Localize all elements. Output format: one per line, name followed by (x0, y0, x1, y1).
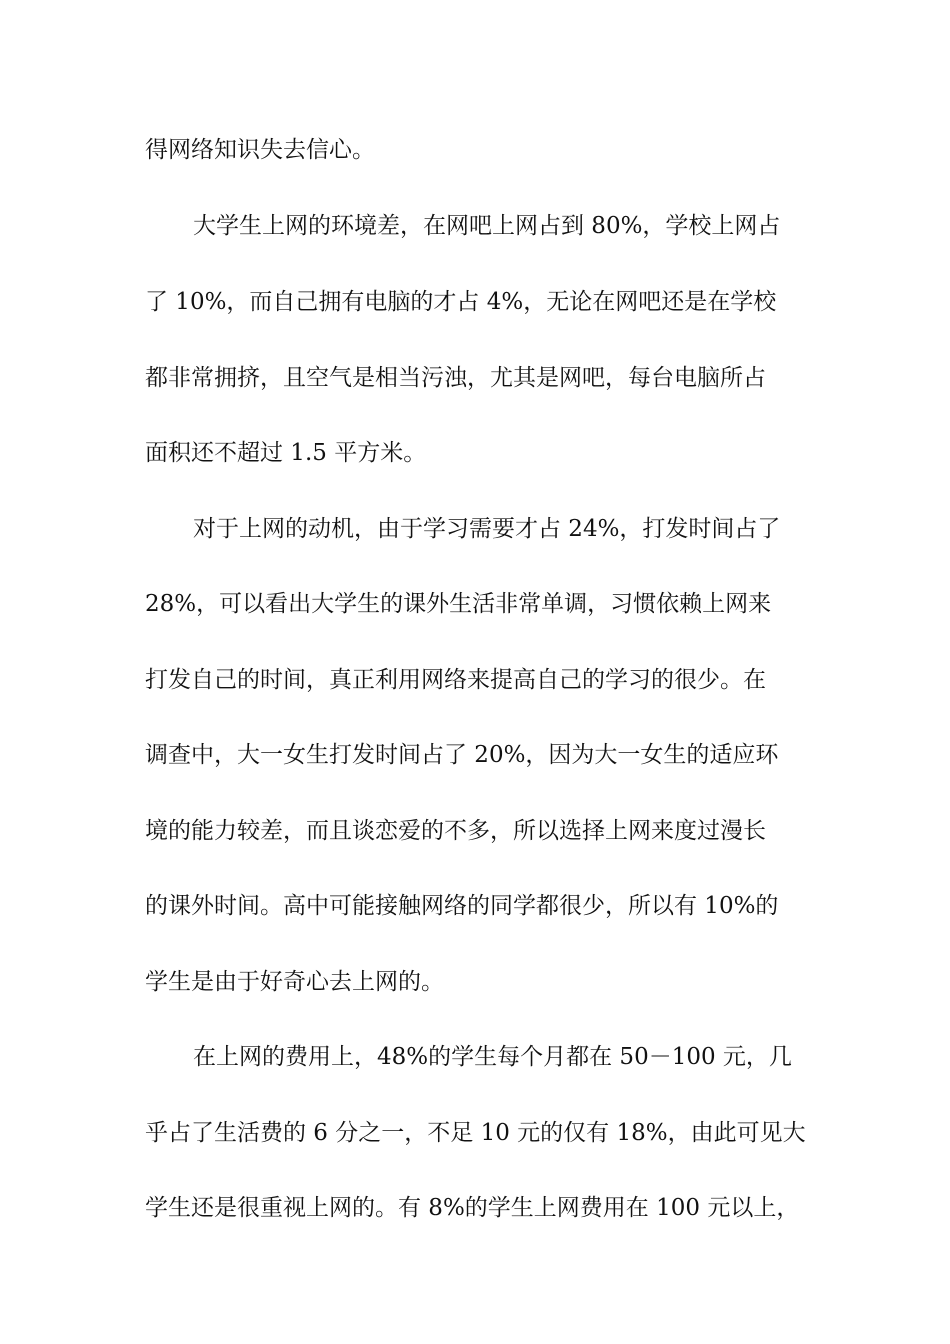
text-line: 得网络知识失去信心。 (145, 137, 375, 163)
text-line: 调查中，大一女生打发时间占了 20%，因为大一女生的适应环 (145, 742, 779, 768)
paragraph-first-line: 大学生上网的环境差，在网吧上网占到 80%，学校上网占 (193, 213, 781, 239)
text-line: 的课外时间。高中可能接触网络的同学都很少，所以有 10%的 (145, 893, 779, 919)
text-line: 乎占了生活费的 6 分之一，不足 10 元的仅有 18%，由此可见大 (145, 1120, 806, 1146)
text-line: 学生还是很重视上网的。有 8%的学生上网费用在 100 元以上， (145, 1195, 800, 1221)
text-line: 了 10%，而自己拥有电脑的才占 4%，无论在网吧还是在学校 (145, 289, 777, 315)
text-line: 都非常拥挤，且空气是相当污浊，尤其是网吧，每台电脑所占 (145, 365, 766, 391)
text-line: 28%，可以看出大学生的课外生活非常单调，习惯依赖上网来 (145, 591, 772, 617)
text-line: 打发自己的时间，真正利用网络来提高自己的学习的很少。在 (145, 667, 766, 693)
paragraph-first-line: 对于上网的动机，由于学习需要才占 24%，打发时间占了 (193, 516, 781, 542)
text-line: 境的能力较差，而且谈恋爱的不多，所以选择上网来度过漫长 (145, 818, 766, 844)
text-line: 面积还不超过 1.5 平方米。 (145, 440, 427, 466)
paragraph-first-line: 在上网的费用上，48%的学生每个月都在 50－100 元，几 (193, 1044, 792, 1070)
text-line: 学生是由于好奇心去上网的。 (145, 969, 444, 995)
